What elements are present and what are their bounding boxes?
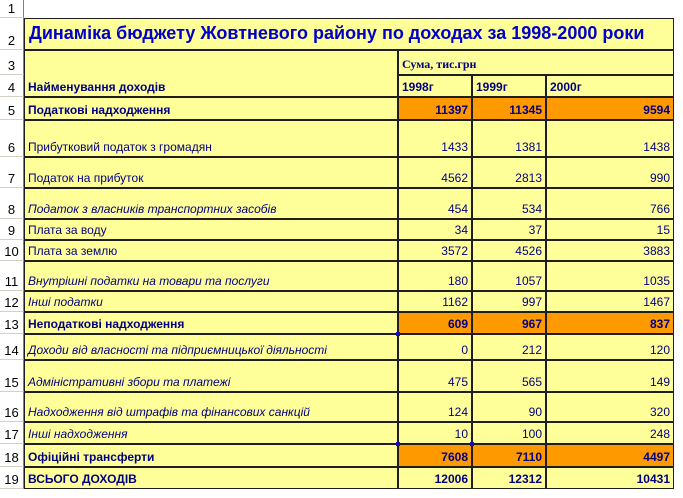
value-cell[interactable]: 10	[398, 422, 472, 444]
row-name-cell[interactable]: Інші надходження	[24, 422, 398, 444]
value-cell[interactable]: 990	[546, 157, 674, 188]
value-cell[interactable]: 180	[398, 261, 472, 291]
value-cell[interactable]: 15	[546, 219, 674, 240]
value-cell[interactable]: 565	[472, 360, 546, 392]
row-name-cell[interactable]: Адміністративні збори та платежі	[24, 360, 398, 392]
value-cell[interactable]: 3883	[546, 240, 674, 261]
value-cell[interactable]: 320	[546, 392, 674, 422]
row-header[interactable]: 18	[0, 444, 24, 467]
value-cell[interactable]: 837	[546, 312, 674, 334]
value-cell[interactable]: 4497	[546, 444, 674, 467]
header-name-cell[interactable]: Найменування доходів	[24, 50, 398, 97]
sheet-title[interactable]: Динаміка бюджету Жовтневого району по доходах за 1998-2000 роки	[24, 18, 674, 50]
sheet-grid	[24, 0, 683, 498]
value-cell[interactable]: 100	[472, 422, 546, 444]
value-cell[interactable]: 4562	[398, 157, 472, 188]
row-header[interactable]: 8	[0, 188, 24, 219]
value-cell[interactable]: 90	[472, 392, 546, 422]
header-year-2000[interactable]: 2000г	[546, 75, 674, 97]
row-name-cell[interactable]: Податок з власників транспортних засобів	[24, 188, 398, 219]
value-cell[interactable]: 12006	[398, 467, 472, 489]
value-cell[interactable]: 0	[398, 334, 472, 360]
row-header[interactable]: 10	[0, 240, 24, 261]
value-cell[interactable]: 2813	[472, 157, 546, 188]
row-header[interactable]: 11	[0, 261, 24, 291]
value-cell[interactable]: 3572	[398, 240, 472, 261]
row-name-cell[interactable]: Офіційні трансферти	[24, 444, 398, 467]
value-cell[interactable]: 7110	[472, 444, 546, 467]
selection-handle[interactable]	[396, 442, 400, 446]
selection-handle[interactable]	[470, 442, 474, 446]
value-cell[interactable]: 12312	[472, 467, 546, 489]
value-cell[interactable]: 454	[398, 188, 472, 219]
header-year-1998[interactable]: 1998г	[398, 75, 472, 97]
value-cell[interactable]: 967	[472, 312, 546, 334]
row-header[interactable]: 19	[0, 467, 24, 489]
row-name-cell[interactable]: Плата за воду	[24, 219, 398, 240]
row-name-cell[interactable]: Надходження від штрафів та фінансових санкцій	[24, 392, 398, 422]
value-cell[interactable]: 212	[472, 334, 546, 360]
row-header[interactable]: 9	[0, 219, 24, 240]
row-name-cell[interactable]: Інші податки	[24, 291, 398, 312]
value-cell[interactable]: 11345	[472, 97, 546, 120]
value-cell[interactable]: 1162	[398, 291, 472, 312]
header-sum-cell[interactable]: Сума, тис.грн	[398, 50, 674, 75]
row-header[interactable]: 6	[0, 120, 24, 157]
value-cell[interactable]: 10431	[546, 467, 674, 489]
value-cell[interactable]: 4526	[472, 240, 546, 261]
value-cell[interactable]: 34	[398, 219, 472, 240]
row-name-cell[interactable]: Внутрішні податки на товари та послуги	[24, 261, 398, 291]
value-cell[interactable]: 124	[398, 392, 472, 422]
value-cell[interactable]: 1035	[546, 261, 674, 291]
row-name-cell[interactable]: Доходи від власності та підприємницької діяльності	[24, 334, 398, 360]
row-name-cell[interactable]: Податок на прибуток	[24, 157, 398, 188]
value-cell[interactable]: 9594	[546, 97, 674, 120]
row-name-cell[interactable]: ВСЬОГО ДОХОДІВ	[24, 467, 398, 489]
row-name-cell[interactable]: Неподаткові надходження	[24, 312, 398, 334]
value-cell[interactable]: 997	[472, 291, 546, 312]
header-year-1999[interactable]: 1999г	[472, 75, 546, 97]
row-header[interactable]: 5	[0, 97, 24, 120]
value-cell[interactable]: 7608	[398, 444, 472, 467]
value-cell[interactable]: 149	[546, 360, 674, 392]
value-cell[interactable]: 1438	[546, 120, 674, 157]
row-header[interactable]: 13	[0, 312, 24, 334]
row-header[interactable]: 4	[0, 75, 24, 97]
value-cell[interactable]: 1433	[398, 120, 472, 157]
row-header[interactable]: 15	[0, 360, 24, 392]
row-header[interactable]: 3	[0, 50, 24, 75]
value-cell[interactable]: 11397	[398, 97, 472, 120]
row-header[interactable]: 14	[0, 334, 24, 360]
row-name-cell[interactable]: Плата за землю	[24, 240, 398, 261]
row-header[interactable]: 12	[0, 291, 24, 312]
row-header[interactable]: 17	[0, 422, 24, 444]
value-cell[interactable]: 1057	[472, 261, 546, 291]
row-header[interactable]: 7	[0, 157, 24, 188]
value-cell[interactable]: 1467	[546, 291, 674, 312]
value-cell[interactable]: 534	[472, 188, 546, 219]
row-name-cell[interactable]: Податкові надходження	[24, 97, 398, 120]
row-header[interactable]: 16	[0, 392, 24, 422]
value-cell[interactable]: 475	[398, 360, 472, 392]
value-cell[interactable]: 609	[398, 312, 472, 334]
row-header[interactable]: 1	[0, 0, 24, 18]
row-header[interactable]: 2	[0, 18, 24, 50]
value-cell[interactable]: 120	[546, 334, 674, 360]
value-cell[interactable]: 37	[472, 219, 546, 240]
value-cell[interactable]: 766	[546, 188, 674, 219]
selection-handle[interactable]	[396, 332, 400, 336]
row-name-cell[interactable]: Прибутковий податок з громадян	[24, 120, 398, 157]
value-cell[interactable]: 1381	[472, 120, 546, 157]
value-cell[interactable]: 248	[546, 422, 674, 444]
